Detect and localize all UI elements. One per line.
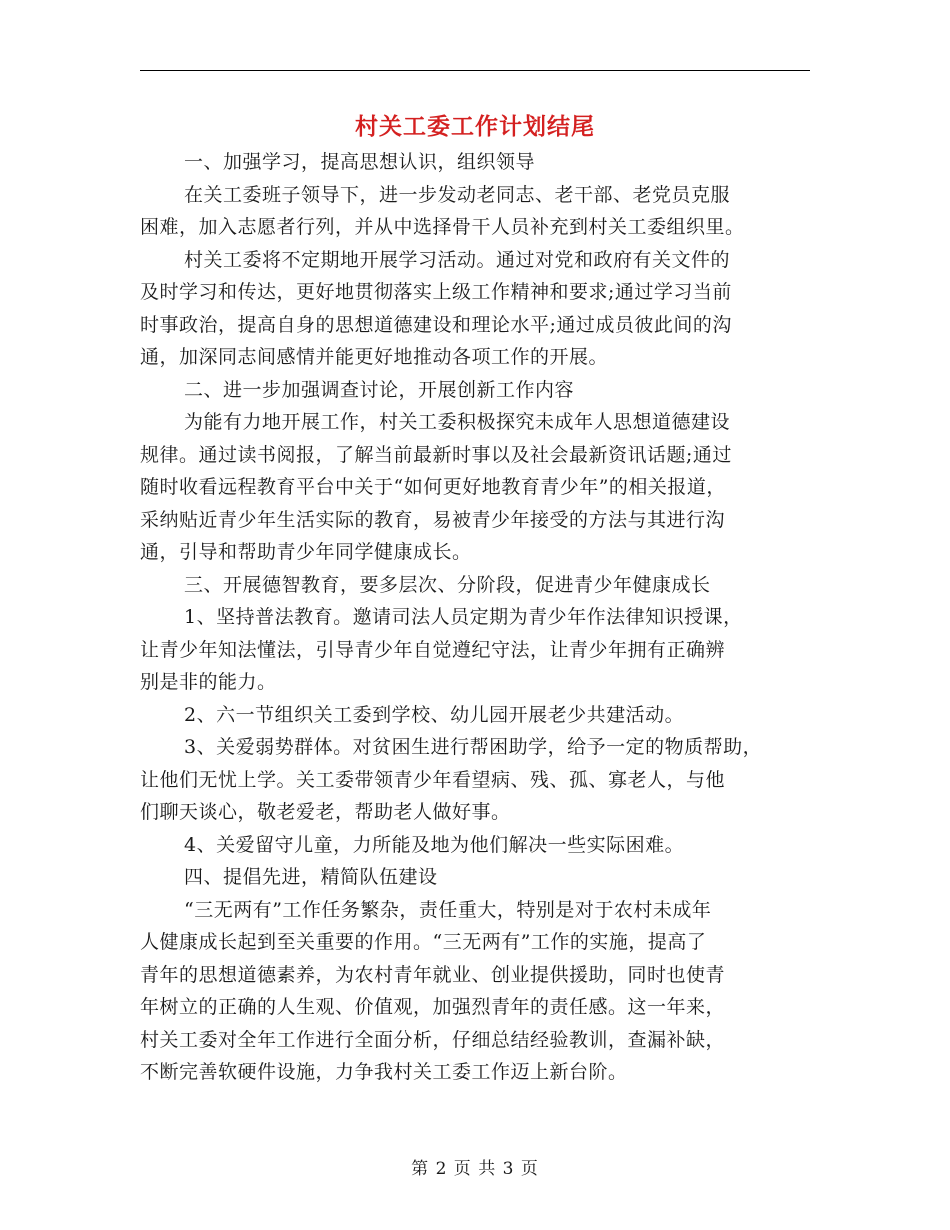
text-line: 4、关爱留守儿童，力所能及地为他们解决一些实际困难。: [184, 833, 685, 856]
text-line: 三、开展德智教育，要多层次、分阶段，促进青少年健康成长: [184, 573, 711, 596]
text-line: 为能有力地开展工作，村关工委积极探究未成年人思想道德建设: [184, 411, 731, 433]
page-title: 村关工委工作计划结尾: [355, 113, 595, 140]
text-line: 让青少年知法懂法，引导青少年自觉遵纪守法，让青少年拥有正确辨: [140, 638, 726, 661]
document-body: [140, 146, 820, 1089]
text-line: 时事政治，提高自身的思想道德建设和理论水平;通过成员彼此间的沟: [140, 313, 732, 336]
text-line: 让他们无忧上学。关工委带领青少年看望病、残、孤、寡老人，与他: [140, 768, 726, 791]
text-line: 在关工委班子领导下，进一步发动老同志、老干部、老党员克服: [184, 183, 731, 206]
text-line: “三无两有”工作任务繁杂，责任重大，特别是对于农村未成年: [184, 898, 712, 921]
text-line: 通，引导和帮助青少年同学健康成长。: [140, 541, 472, 563]
text-line: 们聊天谈心，敬老爱老，帮助老人做好事。: [140, 801, 511, 823]
text-line: 通，加深同志间感情并能更好地推动各项工作的开展。: [140, 346, 609, 368]
text-line: 1、坚持普法教育。邀请司法人员定期为青少年作法律知识授课，: [184, 606, 743, 628]
text-line: 2、六一节组织关工委到学校、幼儿园开展老少共建活动。: [184, 703, 685, 726]
text-line: 年树立的正确的人生观、价值观，加强烈青年的责任感。这一年来，: [140, 996, 726, 1018]
text-line: 随时收看远程教育平台中关于“如何更好地教育青少年”的相关报道，: [140, 476, 726, 498]
text-line: 别是非的能力。: [140, 671, 277, 693]
page-footer: 第 2 页 共 3 页: [411, 1159, 539, 1179]
text-line: 二、进一步加强调查讨论，开展创新工作内容: [184, 378, 575, 401]
text-line: 及时学习和传达，更好地贯彻落实上级工作精神和要求;通过学习当前: [140, 281, 732, 303]
text-line: 3、关爱弱势群体。对贫困生进行帮困助学，给予一定的物质帮助，: [184, 736, 763, 758]
text-line: 四、提倡先进，精简队伍建设: [184, 866, 438, 888]
text-line: 不断完善软硬件设施，力争我村关工委工作迈上新台阶。: [140, 1061, 628, 1083]
text-line: 采纳贴近青少年生活实际的教育，易被青少年接受的方法与其进行沟: [140, 508, 726, 531]
text-line: 困难，加入志愿者行列，并从中选择骨干人员补充到村关工委组织里。: [140, 216, 745, 238]
text-line: 一、加强学习，提高思想认识，组织领导: [184, 151, 536, 173]
text-line: 人健康成长起到至关重要的作用。“三无两有”工作的实施，提高了: [140, 931, 707, 953]
text-line: 村关工委将不定期地开展学习活动。通过对党和政府有关文件的: [184, 248, 731, 271]
header-rule: [140, 70, 810, 71]
text-line: 村关工委对全年工作进行全面分析，仔细总结经验教训，查漏补缺，: [140, 1028, 726, 1051]
text-line: 青年的思想道德素养，为农村青年就业、创业提供援助，同时也使青: [140, 963, 726, 986]
text-line: 规律。通过读书阅报，了解当前最新时事以及社会最新资讯话题;通过: [140, 443, 732, 466]
